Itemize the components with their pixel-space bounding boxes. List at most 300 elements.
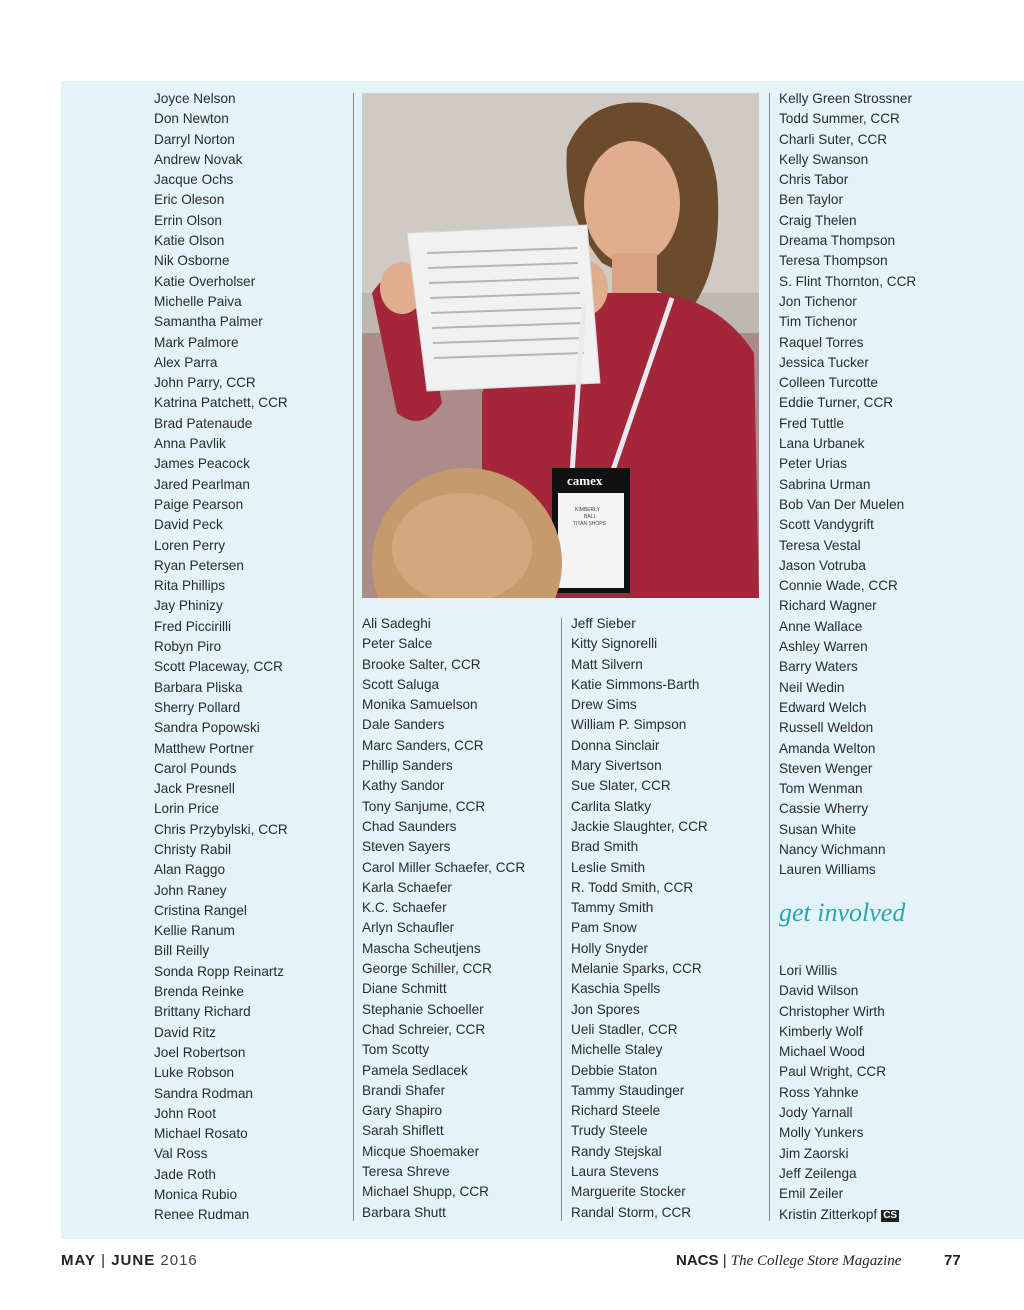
name-text: Ryan Petersen	[154, 557, 244, 573]
footer-org: NACS	[676, 1252, 719, 1269]
name-text: Katie Olson	[154, 233, 225, 249]
name-entry	[779, 637, 916, 657]
name-text: Jessica Tucker	[779, 354, 869, 370]
name-text: Sonda Ropp Reinartz	[154, 963, 284, 979]
name-entry	[362, 675, 525, 695]
name-entry	[571, 1121, 708, 1141]
name-entry	[154, 982, 288, 1002]
name-entry	[362, 756, 525, 776]
footer-publication	[676, 1252, 901, 1270]
name-text: Stephanie Schoeller	[362, 1001, 484, 1017]
name-text: David Ritz	[154, 1024, 216, 1040]
name-entry	[779, 617, 916, 637]
name-entry	[779, 373, 916, 393]
name-text: Gary Shapiro	[362, 1103, 443, 1119]
name-entry	[779, 820, 916, 840]
name-entry	[362, 1162, 525, 1182]
names-column-3	[571, 614, 708, 1223]
name-text: Kaschia Spells	[571, 981, 661, 997]
name-text: Michelle Paiva	[154, 293, 242, 309]
name-entry	[154, 941, 288, 961]
name-entry	[154, 515, 288, 535]
badge-org: TITAN SHOPS	[573, 521, 606, 527]
name-text: David Peck	[154, 517, 223, 533]
name-entry	[571, 655, 708, 675]
name-entry	[362, 817, 525, 837]
name-text: Dale Sanders	[362, 717, 445, 733]
name-text: Joel Robertson	[154, 1044, 246, 1060]
name-text: Teresa Vestal	[779, 537, 861, 553]
name-text: Michael Rosato	[154, 1126, 248, 1142]
name-entry	[154, 637, 288, 657]
name-text: Jeff Sieber	[571, 616, 636, 631]
name-text: John Root	[154, 1105, 216, 1121]
name-text: Tony Sanjume, CCR	[362, 798, 486, 814]
name-entry	[779, 475, 916, 495]
name-entry	[154, 1144, 288, 1164]
name-text: Karla Schaefer	[362, 879, 452, 895]
name-text: Brad Smith	[571, 839, 639, 855]
name-entry	[779, 251, 916, 271]
name-entry	[779, 961, 899, 981]
name-entry	[362, 776, 525, 796]
names-column-4-top	[779, 89, 916, 881]
name-text: Val Ross	[154, 1146, 208, 1162]
name-text: Sandra Popowski	[154, 720, 260, 736]
name-entry	[779, 698, 916, 718]
name-text: Scott Placeway, CCR	[154, 659, 283, 675]
name-entry	[154, 901, 288, 921]
name-text: Anne Wallace	[779, 618, 863, 634]
name-text: Matt Silvern	[571, 656, 643, 672]
name-entry	[779, 556, 916, 576]
name-text: Tammy Smith	[571, 900, 654, 916]
name-text: Michelle Staley	[571, 1042, 663, 1058]
name-text: Sabrina Urman	[779, 476, 871, 492]
page-number: 77	[944, 1252, 961, 1269]
name-text: William P. Simpson	[571, 717, 687, 733]
name-entry	[779, 190, 916, 210]
name-text: Cristina Rangel	[154, 902, 247, 918]
name-text: Edward Welch	[779, 699, 867, 715]
name-entry	[154, 1063, 288, 1083]
name-entry	[362, 979, 525, 999]
name-entry	[779, 312, 916, 332]
name-text: Kelly Green Strossner	[779, 91, 912, 106]
name-text: Todd Summer, CCR	[779, 111, 900, 127]
name-entry	[571, 715, 708, 735]
name-entry	[362, 695, 525, 715]
name-text: Robyn Piro	[154, 639, 222, 655]
name-entry	[154, 962, 288, 982]
name-entry	[571, 939, 708, 959]
name-text: Debbie Staton	[571, 1062, 658, 1078]
name-entry	[154, 536, 288, 556]
name-text: Brittany Richard	[154, 1004, 251, 1020]
name-text: Fred Piccirilli	[154, 618, 232, 634]
name-entry	[154, 1185, 288, 1205]
name-entry	[154, 373, 288, 393]
name-text: Lana Urbanek	[779, 436, 865, 452]
name-text: Brooke Salter, CCR	[362, 656, 481, 672]
name-entry	[154, 434, 288, 454]
get-involved-heading: get involved	[779, 898, 906, 927]
name-entry	[571, 878, 708, 898]
name-entry	[571, 837, 708, 857]
name-text: Carol Pounds	[154, 760, 237, 776]
name-text: Sarah Shiflett	[362, 1123, 444, 1139]
name-entry	[571, 898, 708, 918]
name-text: Fred Tuttle	[779, 415, 844, 431]
name-text: Chad Saunders	[362, 818, 457, 834]
name-entry	[154, 840, 288, 860]
name-entry	[779, 678, 916, 698]
name-entry	[571, 675, 708, 695]
name-text: Jeff Zeilenga	[779, 1165, 857, 1181]
name-entry	[154, 556, 288, 576]
name-text: Jackie Slaughter, CCR	[571, 818, 708, 834]
name-text: Sherry Pollard	[154, 699, 241, 715]
name-entry	[779, 840, 916, 860]
name-entry	[154, 779, 288, 799]
name-text: Mark Palmore	[154, 334, 239, 350]
name-entry	[154, 617, 288, 637]
name-entry	[779, 981, 899, 1001]
name-entry	[154, 89, 288, 109]
name-text: Cassie Wherry	[779, 801, 869, 817]
name-entry	[571, 918, 708, 938]
name-text: Alex Parra	[154, 354, 218, 370]
name-entry	[571, 979, 708, 999]
name-entry	[362, 1020, 525, 1040]
name-text: Barbara Shutt	[362, 1204, 446, 1220]
name-text: Randal Storm, CCR	[571, 1204, 692, 1220]
name-text: Tammy Staudinger	[571, 1082, 685, 1098]
name-entry	[779, 759, 916, 779]
name-text: John Raney	[154, 882, 227, 898]
name-entry	[571, 1040, 708, 1060]
name-text: Nancy Wichmann	[779, 841, 886, 857]
name-entry	[779, 170, 916, 190]
name-entry	[154, 921, 288, 941]
name-text: Pam Snow	[571, 920, 637, 936]
name-entry	[779, 1083, 899, 1103]
name-entry	[779, 1002, 899, 1022]
name-entry	[779, 393, 916, 413]
name-text: Monica Rubio	[154, 1187, 238, 1203]
footer-year: 2016	[160, 1252, 198, 1269]
name-entry	[779, 1123, 899, 1143]
name-entry	[362, 614, 525, 634]
name-text: Chris Tabor	[779, 172, 849, 188]
name-text: Russell Weldon	[779, 720, 874, 736]
name-text: Susan White	[779, 821, 857, 837]
name-entry	[779, 1144, 899, 1164]
name-text: James Peacock	[154, 456, 250, 472]
name-text: Paige Pearson	[154, 496, 244, 512]
name-entry	[571, 1203, 708, 1223]
name-entry	[571, 756, 708, 776]
name-text: Laura Stevens	[571, 1164, 659, 1180]
name-entry	[779, 130, 916, 150]
name-entry	[154, 718, 288, 738]
name-entry	[154, 739, 288, 759]
name-text: Steven Sayers	[362, 839, 451, 855]
name-text: Richard Wagner	[779, 598, 877, 614]
name-entry	[362, 918, 525, 938]
name-entry	[362, 797, 525, 817]
name-text: Lori Willis	[779, 963, 838, 978]
name-entry	[362, 1061, 525, 1081]
names-column-4-bottom	[779, 961, 899, 1225]
name-text: Emil Zeiler	[779, 1186, 844, 1202]
names-column-2	[362, 614, 525, 1223]
name-text: Amanda Welton	[779, 740, 876, 756]
name-text: Melanie Sparks, CCR	[571, 961, 702, 977]
name-text: Colleen Turcotte	[779, 375, 878, 391]
name-text: Christopher Wirth	[779, 1003, 885, 1019]
name-text: Loren Perry	[154, 537, 226, 553]
name-text: Joyce Nelson	[154, 91, 236, 106]
name-entry	[154, 596, 288, 616]
name-text: Renee Rudman	[154, 1207, 250, 1223]
name-text: Anna Pavlik	[154, 436, 226, 452]
name-entry	[154, 1002, 288, 1022]
name-text: Arlyn Schaufler	[362, 920, 455, 936]
name-text: George Schiller, CCR	[362, 961, 492, 977]
name-text: Peter Salce	[362, 636, 433, 652]
name-text: Katie Simmons-Barth	[571, 676, 700, 692]
name-entry	[154, 698, 288, 718]
name-entry	[779, 1062, 899, 1082]
name-text: Sue Slater, CCR	[571, 778, 671, 794]
name-text: Ali Sadeghi	[362, 616, 431, 631]
name-text: Chris Przybylski, CCR	[154, 821, 288, 837]
name-entry	[779, 1184, 899, 1204]
name-entry	[362, 1142, 525, 1162]
footer-magazine: The College Store Magazine	[730, 1253, 902, 1269]
name-entry	[154, 231, 288, 251]
name-entry	[779, 779, 916, 799]
name-text: Alan Raggo	[154, 862, 226, 878]
name-entry	[154, 312, 288, 332]
name-text: Jay Phinizy	[154, 598, 223, 614]
name-entry	[779, 495, 916, 515]
name-entry	[571, 797, 708, 817]
name-entry	[779, 515, 916, 535]
name-text: Holly Snyder	[571, 940, 649, 956]
column-divider	[561, 618, 562, 1221]
name-entry	[779, 1022, 899, 1042]
name-entry	[154, 333, 288, 353]
name-entry	[571, 1020, 708, 1040]
name-entry	[154, 657, 288, 677]
name-entry	[779, 739, 916, 759]
name-entry	[154, 393, 288, 413]
name-text: Samantha Palmer	[154, 314, 263, 330]
name-text: Errin Olson	[154, 212, 222, 228]
name-text: Neil Wedin	[779, 679, 845, 695]
name-text: Kathy Sandor	[362, 778, 445, 794]
name-text: Christy Rabil	[154, 841, 232, 857]
name-text: Rita Phillips	[154, 578, 226, 594]
name-text: Ross Yahnke	[779, 1084, 859, 1100]
name-text: Katie Overholser	[154, 273, 256, 289]
name-entry	[154, 1023, 288, 1043]
name-text: Craig Thelen	[779, 212, 857, 228]
name-entry	[154, 1104, 288, 1124]
name-entry	[779, 231, 916, 251]
name-entry	[154, 1084, 288, 1104]
name-text: Donna Sinclair	[571, 737, 660, 753]
name-text: Lorin Price	[154, 801, 219, 817]
name-text: Jon Tichenor	[779, 293, 857, 309]
name-text: Kristin Zitterkopf	[779, 1206, 878, 1222]
name-entry	[779, 1164, 899, 1184]
name-entry	[154, 1043, 288, 1063]
photo-speaker	[362, 93, 759, 598]
name-entry	[362, 1000, 525, 1020]
name-entry	[779, 272, 916, 292]
name-text: Teresa Thompson	[779, 253, 888, 269]
name-text: Mascha Scheutjens	[362, 940, 481, 956]
name-entry	[571, 776, 708, 796]
name-text: Jody Yarnall	[779, 1105, 853, 1121]
name-entry	[362, 736, 525, 756]
name-entry	[362, 1203, 525, 1223]
name-entry	[362, 878, 525, 898]
name-entry	[779, 1205, 899, 1225]
name-text: Trudy Steele	[571, 1123, 648, 1139]
end-mark-badge: CS	[883, 1209, 898, 1221]
name-entry	[362, 715, 525, 735]
name-text: Scott Vandygrift	[779, 517, 874, 533]
name-entry	[571, 1142, 708, 1162]
name-text: John Parry, CCR	[154, 375, 256, 391]
name-text: Lauren Williams	[779, 862, 876, 878]
name-entry	[779, 89, 916, 109]
name-entry	[154, 109, 288, 129]
name-text: Brandi Shafer	[362, 1082, 446, 1098]
badge-name-2: BALL	[584, 514, 597, 520]
name-entry	[362, 959, 525, 979]
name-entry	[154, 860, 288, 880]
name-text: Jack Presnell	[154, 781, 235, 797]
name-text: Leslie Smith	[571, 859, 646, 875]
name-entry	[571, 614, 708, 634]
name-text: Tom Scotty	[362, 1042, 430, 1058]
name-entry	[362, 858, 525, 878]
name-entry	[779, 333, 916, 353]
name-entry	[362, 1081, 525, 1101]
name-entry	[362, 655, 525, 675]
name-entry	[154, 495, 288, 515]
name-text: Bob Van Der Muelen	[779, 496, 905, 512]
name-entry	[154, 820, 288, 840]
name-text: Michael Wood	[779, 1044, 865, 1060]
name-text: Paul Wright, CCR	[779, 1064, 887, 1080]
name-entry	[571, 817, 708, 837]
name-text: Eric Oleson	[154, 192, 225, 208]
name-entry	[154, 272, 288, 292]
name-text: Scott Saluga	[362, 676, 440, 692]
name-entry	[571, 695, 708, 715]
name-text: K.C. Schaefer	[362, 900, 447, 916]
name-entry	[779, 454, 916, 474]
name-text: Jim Zaorski	[779, 1145, 849, 1161]
name-text: Tim Tichenor	[779, 314, 858, 330]
name-entry	[571, 1061, 708, 1081]
name-text: Richard Steele	[571, 1103, 661, 1119]
name-text: S. Flint Thornton, CCR	[779, 273, 917, 289]
name-text: Steven Wenger	[779, 760, 873, 776]
name-entry	[154, 190, 288, 210]
name-text: Kelly Swanson	[779, 151, 869, 167]
footer-month: MAY	[61, 1252, 96, 1269]
name-text: Randy Stejskal	[571, 1143, 662, 1159]
name-text: Kitty Signorelli	[571, 636, 658, 652]
name-text: Jared Pearlman	[154, 476, 250, 492]
name-entry	[779, 718, 916, 738]
name-entry	[779, 1103, 899, 1123]
name-entry	[362, 1101, 525, 1121]
name-text: Chad Schreier, CCR	[362, 1021, 486, 1037]
name-entry	[571, 1081, 708, 1101]
name-text: Ueli Stadler, CCR	[571, 1021, 678, 1037]
name-text: Katrina Patchett, CCR	[154, 395, 288, 411]
name-entry	[779, 657, 916, 677]
name-entry	[154, 130, 288, 150]
column-divider	[353, 93, 354, 1221]
name-entry	[154, 759, 288, 779]
name-text: Phillip Sanders	[362, 758, 453, 774]
name-entry	[362, 837, 525, 857]
name-entry	[779, 1042, 899, 1062]
name-entry	[571, 1101, 708, 1121]
name-text: Peter Urias	[779, 456, 847, 472]
name-entry	[154, 475, 288, 495]
name-entry	[362, 939, 525, 959]
badge-brand: camex	[567, 473, 603, 488]
name-text: Barry Waters	[779, 659, 858, 675]
name-text: Molly Yunkers	[779, 1125, 864, 1141]
name-text: Micque Shoemaker	[362, 1143, 480, 1159]
name-entry	[362, 898, 525, 918]
name-entry	[779, 109, 916, 129]
name-entry	[779, 150, 916, 170]
name-text: Darryl Norton	[154, 131, 235, 147]
name-entry	[154, 1205, 288, 1225]
name-entry	[154, 353, 288, 373]
name-entry	[571, 1182, 708, 1202]
name-text: Jason Votruba	[779, 557, 866, 573]
name-entry	[779, 353, 916, 373]
name-text: Sandra Rodman	[154, 1085, 253, 1101]
name-entry	[779, 536, 916, 556]
name-entry	[154, 292, 288, 312]
footer-month-2: JUNE	[111, 1252, 156, 1269]
name-entry	[779, 292, 916, 312]
name-entry	[362, 1040, 525, 1060]
name-text: Dreama Thompson	[779, 233, 896, 249]
name-entry	[779, 860, 916, 880]
name-entry	[779, 576, 916, 596]
name-text: Raquel Torres	[779, 334, 864, 350]
name-entry	[154, 678, 288, 698]
name-text: Bill Reilly	[154, 943, 210, 959]
name-text: Mary Sivertson	[571, 758, 662, 774]
footer-separator: |	[101, 1252, 107, 1269]
